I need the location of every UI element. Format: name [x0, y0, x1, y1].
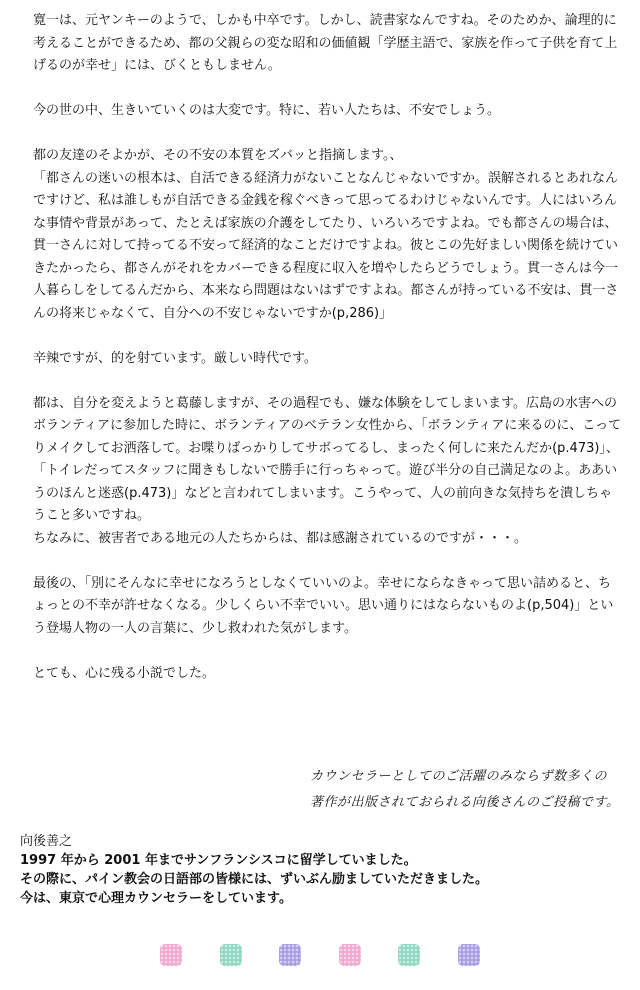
green-dot-icon — [220, 944, 242, 966]
pink-dot-icon — [160, 944, 182, 966]
decorative-dots — [160, 942, 480, 968]
green-dot-icon — [398, 944, 420, 966]
editor-note — [310, 764, 635, 816]
author-name: 向後善之 — [20, 834, 73, 849]
pink-dot-icon — [339, 944, 361, 966]
purple-dot-icon — [458, 944, 480, 966]
paragraph-soyoka-quote: 都の友達のそよかが、その不安の本質をズバッと指摘します。、 「都さんの迷いの根本は、自活できる経済力がないことなんじゃないですか。誤解されるとあれなんですけど、私は誰しもが自活できる金銭を稼ぐべきって思ってるわけじゃないんです。人にはいろんな事情や背景があって、たとえば家族の介護をしてたり、いろいろですよね。でも都さんの場合は、貫一さんに対して持ってる不安って経済的なことだけですよね。彼とこの先好ましい関係を続けていきたかったら、都さんがそれをカバーできる程度に収入を増やしたらどうでしょう。貫一さんは今一人暮らしをしてるんだから、本来なら問題はないはずですよね。都さんが持っている不安は、貫一さんの将来じゃなくて、自分への不安じゃないですか(p,286)」 — [33, 148, 619, 321]
paragraph-volunteer: 都は、自分を変えようと葛藤しますが、その過程でも、嫌な体験をしてしまいます。広島の水害へのボランティアに参加した時に、ボランティアのベテラン女性から、「ボランティアに来るのに、こってりメイクしてお洒落して。お喋りばっかりしてサボってるし、まったく何しに来たんだか(p.473)」、「トイレだってスタッフに聞きもしないで勝手に行っちゃって。遊び半分の自己満足なのよ。ああいうのほんと迷惑(p.473)」などと言われてしまいます。こうやって、人の前向きな気持ちを潰しちゃうこと多いですね。 ちなみに、被害者である地元の人たちからは、都は感謝されているのですが・・・。 — [33, 395, 622, 546]
article-body — [33, 10, 623, 685]
paragraph-harsh-times: 辛辣ですが、的を射ています。厳しい時代です。 — [33, 350, 317, 366]
bio-line: 今は、東京で心理カウンセラーをしています。 — [20, 891, 292, 906]
paragraph-anxiety: 今の世の中、生きいていくのは大変です。特に、若い人たちは、不安でしょう。 — [33, 103, 500, 118]
paragraph-closing-quote: 最後の、「別にそんなに幸せになろうとしなくていいのよ。幸せにならなきゃって思い詰めると、ちょっとの不幸が許せなくなる。少しくらい不幸でいい。思い通りにはならないものよ(p,504)」という登場人物の一人の言葉に、少し救われた気がします。 — [33, 575, 614, 636]
purple-dot-icon — [279, 944, 301, 966]
paragraph-kanichi: 寛一は、元ヤンキーのようで、しかも中卒です。しかし、読書家なんですね。そのためか、論理的に考えることができるため、都の父親らの変な昭和の価値観「学歴主語で、家族を作って子供を育て上げるのが幸せ」には、びくともしません。 — [33, 13, 618, 73]
paragraph-conclusion: とても、心に残る小説でした。 — [33, 665, 216, 681]
bio-line: その際に、パイン教会の日語部の皆様には、ずいぶん励ましていただきました。 — [20, 872, 489, 887]
bio-line: 1997 年から 2001 年までサンフランシスコに留学していました。 — [20, 853, 417, 868]
editor-note-line: 著作が出版されておられる向後さんのご投稿です。 — [310, 795, 620, 810]
editor-note-line: カウンセラーとしてのご活躍のみならず数多くの — [310, 769, 608, 784]
author-bio — [20, 832, 630, 908]
